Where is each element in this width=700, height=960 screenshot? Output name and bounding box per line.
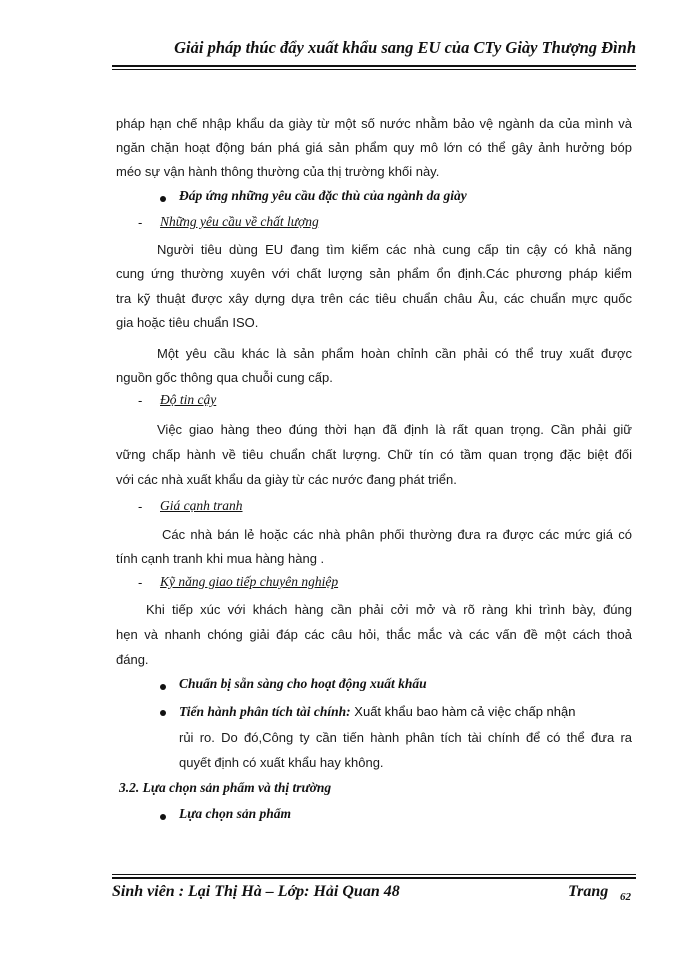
- footer-student-info: Sinh viên : Lại Thị Hà – Lớp: Hải Quan 48: [112, 883, 400, 900]
- dash-marker: -: [138, 393, 143, 408]
- bullet-heading-tai-chinh: Tiến hành phân tích tài chính:: [179, 704, 351, 719]
- bullet-icon: [160, 684, 166, 690]
- truy-xuat-line-2: nguồn gốc thông qua chuỗi cung cấp.: [116, 370, 333, 385]
- ky-nang-line-1: Khi tiếp xúc với khách hàng cần phải cởi mở và rõ ràng khi trình bày, đúng: [146, 602, 632, 617]
- header-rule-thin: [112, 69, 636, 70]
- intro-line-2: ngăn chặn hoạt động bán phá giá sản phẩm quy mô lớn có thể gây ảnh hưởng bóp: [116, 140, 632, 155]
- subheading-do-tin-cay: Độ tin cậy: [160, 392, 217, 407]
- subheading-chat-luong: Những yêu cầu về chất lượng: [160, 214, 319, 229]
- intro-line-3: méo sự vận hành thông thường của thị trường khối này.: [116, 164, 440, 179]
- subheading-ky-nang: Kỹ năng giao tiếp chuyên nghiệp: [160, 574, 339, 589]
- dash-marker: -: [138, 215, 143, 230]
- footer-page-number: 62: [620, 891, 631, 903]
- dash-marker: -: [138, 499, 143, 514]
- subheading-gia-canh-tranh: Giá cạnh tranh: [160, 498, 243, 513]
- tin-cay-line-2: vững chấp hành về tiêu chuẩn chất lượng. Chữ tín có tầm quan trọng đặc biệt đối: [116, 447, 632, 462]
- chat-luong-line-1: Người tiêu dùng EU đang tìm kiếm các nhà cung cấp tin cậy có khả năng: [157, 242, 632, 257]
- tai-chinh-line-3: quyết định có xuất khẩu hay không.: [179, 755, 384, 770]
- tai-chinh-text: Xuất khẩu bao hàm cả việc chấp nhận: [350, 704, 576, 719]
- section-heading-3-2: 3.2. Lựa chọn sản phẩm và thị trường: [119, 780, 332, 795]
- chat-luong-line-3: tra kỹ thuật được xây dựng dựa trên các tiêu chuẩn châu Âu, các chuẩn mực quốc: [116, 291, 632, 306]
- gia-line-2: tính cạnh tranh khi mua hàng hàng .: [116, 551, 325, 566]
- gia-line-1: Các nhà bán lẻ hoặc các nhà phân phối thường đưa ra được các mức giá có: [162, 527, 632, 542]
- chat-luong-line-2: cung ứng thường xuyên với chất lượng sản phẩm ổn định.Các phương pháp kiểm: [116, 266, 632, 281]
- bullet-icon: [160, 196, 166, 202]
- footer-rule-thin: [112, 874, 636, 875]
- ky-nang-line-2: hẹn và nhanh chóng giải đáp các câu hỏi, thắc mắc và các vấn đề một cách thoả: [116, 627, 632, 642]
- page-header-title: Giải pháp thúc đẩy xuất khẩu sang EU của CTy Giày Thượng Đình: [174, 38, 636, 57]
- tin-cay-line-3: với các nhà xuất khẩu da giày từ các nước đang phát triển.: [116, 472, 457, 487]
- bullet-icon: [160, 710, 166, 716]
- bullet-tai-chinh-line-1: [179, 702, 632, 722]
- bullet-heading-lua-chon-san-pham: Lựa chọn sản phẩm: [179, 806, 291, 821]
- bullet-icon: [160, 814, 166, 820]
- intro-line-1: pháp hạn chế nhập khẩu da giày từ một số nước nhằm bảo vệ ngành da của mình và: [116, 116, 632, 131]
- bullet-heading-chuan-bi: Chuẩn bị sẵn sàng cho hoạt động xuất khẩu: [179, 676, 427, 691]
- tin-cay-line-1: Việc giao hàng theo đúng thời hạn đã định là rất quan trọng. Cần phải giữ: [157, 422, 632, 437]
- tai-chinh-line-2: rủi ro. Do đó,Công ty cần tiến hành phân tích tài chính để có thể đưa ra: [179, 730, 632, 745]
- truy-xuat-line-1: Một yêu cầu khác là sản phẩm hoàn chỉnh cần phải có thể truy xuất được: [157, 346, 632, 361]
- ky-nang-line-3: đáng.: [116, 652, 149, 667]
- footer-rule-thick: [112, 877, 636, 879]
- chat-luong-line-4: gia hoặc tiêu chuẩn ISO.: [116, 315, 259, 330]
- bullet-heading-dac-thu: Đáp ứng những yêu cầu đặc thù của ngành da giày: [179, 188, 467, 203]
- footer-page-label: Trang: [568, 883, 609, 900]
- header-rule-thick: [112, 65, 636, 67]
- dash-marker: -: [138, 575, 143, 590]
